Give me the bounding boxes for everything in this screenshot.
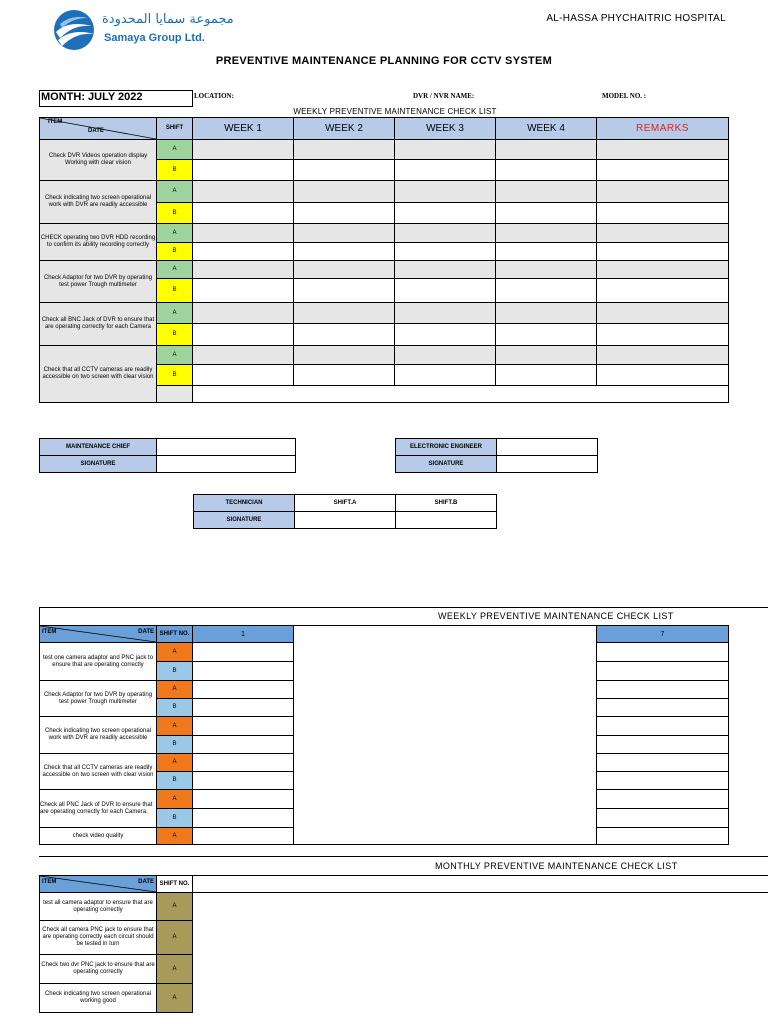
day-cell[interactable] <box>193 717 294 736</box>
date-header-label-3: DATE <box>138 879 154 885</box>
merged-days-area <box>294 626 597 845</box>
week-cell[interactable] <box>395 140 496 160</box>
page-title: PREVENTIVE MAINTENANCE PLANNING FOR CCTV SYSTEM <box>215 55 553 67</box>
technician-signature-b-field[interactable] <box>396 512 497 529</box>
remarks-cell[interactable] <box>597 160 729 181</box>
weekly-checklist-caption: WEEKLY PREVENTIVE MAINTENANCE CHECK LIST <box>293 107 497 116</box>
week-cell[interactable] <box>294 279 395 303</box>
checklist-item-2: Check indicating two screen operational work with DVR are readily accessible <box>40 717 157 754</box>
shift-b-cell: B <box>157 160 193 181</box>
week-cell[interactable] <box>193 160 294 181</box>
day-cell[interactable] <box>597 790 729 809</box>
day-cell[interactable] <box>193 790 294 809</box>
day-cell[interactable] <box>193 699 294 717</box>
day-cell[interactable] <box>193 643 294 662</box>
day-cell[interactable] <box>597 717 729 736</box>
remarks-cell[interactable] <box>597 365 729 386</box>
week-cell[interactable] <box>395 203 496 224</box>
technician-signature-label: SIGNATURE <box>194 512 295 529</box>
shift-a-cell-2: A <box>157 790 193 809</box>
monthly-item: Check indicating two screen operational working good <box>40 984 157 1013</box>
monthly-checklist-table <box>39 875 768 1013</box>
monthly-shift-a-cell: A <box>157 955 193 984</box>
week-cell[interactable] <box>294 224 395 243</box>
week-cell[interactable] <box>193 181 294 203</box>
logo-wave-icon <box>50 8 98 52</box>
dvr-name-label: DVR / NVR NAME: <box>413 92 475 100</box>
remarks-cell[interactable] <box>597 140 729 160</box>
shift-no-header-3: SHIFT NO. <box>157 876 193 893</box>
month-box <box>39 90 193 107</box>
engineer-signature-table <box>395 438 598 473</box>
date-header-label-2: DATE <box>138 629 154 635</box>
weekly-checklist-table <box>39 117 729 403</box>
shift-a-cell: A <box>157 181 193 203</box>
week-cell[interactable] <box>193 303 294 324</box>
remarks-cell[interactable] <box>597 224 729 243</box>
electronic-engineer-field[interactable] <box>497 439 598 456</box>
week-cell[interactable] <box>496 243 597 261</box>
week-cell[interactable] <box>395 346 496 365</box>
checklist-item-2: test one camera adaptor and PNC jack to ensure that are operating correctly <box>40 643 157 681</box>
item-header-label-2: ITEM <box>42 629 57 635</box>
week-cell[interactable] <box>193 243 294 261</box>
checklist-item: CHECK operating two DVR HDD recording to confirm its ability recording correctly <box>40 224 157 261</box>
week-cell[interactable] <box>193 261 294 279</box>
week-cell[interactable] <box>193 346 294 365</box>
day-cell[interactable] <box>193 809 294 828</box>
technician-label: TECHNICIAN <box>194 495 295 512</box>
shift-b-cell-2: B <box>157 699 193 717</box>
weekly-checklist-2-table <box>39 625 729 845</box>
item-date-header <box>40 118 157 140</box>
week-1-header: WEEK 1 <box>193 118 294 140</box>
technician-signature-table <box>193 494 497 529</box>
engineer-signature-field[interactable] <box>497 456 598 473</box>
shift-b-cell: B <box>157 243 193 261</box>
day-cell[interactable] <box>597 643 729 662</box>
checklist-item: Check indicating two screen operational work with DVR are readily accessible <box>40 181 157 224</box>
week-2-header: WEEK 2 <box>294 118 395 140</box>
shift-a-cell-2: A <box>157 681 193 699</box>
remarks-cell[interactable] <box>597 243 729 261</box>
day-cell[interactable] <box>193 662 294 681</box>
checklist-item: Check all BNC Jack of DVR to ensure that are operating correctly for each Camera <box>40 303 157 346</box>
day-7-header: 7 <box>597 626 729 643</box>
day-cell[interactable] <box>597 736 729 754</box>
checklist-item-2: Check that all CCTV cameras are readily accessible on two screen with clear vision <box>40 754 157 790</box>
week-cell[interactable] <box>193 279 294 303</box>
item-header-label-3: ITEM <box>42 879 57 885</box>
shift-b-cell: B <box>157 279 193 303</box>
monthly-item: Check two dvr PNC jack to ensure that are operating correctly <box>40 955 157 984</box>
remarks-header: REMARKS <box>597 118 729 140</box>
week-cell[interactable] <box>294 303 395 324</box>
week-cell[interactable] <box>496 140 597 160</box>
day-cell[interactable] <box>193 772 294 790</box>
monthly-entries-area[interactable] <box>193 893 768 1013</box>
shift-a-cell-2: A <box>157 717 193 736</box>
week-cell[interactable] <box>294 261 395 279</box>
checklist-item: Check DVR Videos operation display Working with clear vision <box>40 140 157 181</box>
shift-no-header-2: SHIFT NO. <box>157 626 193 643</box>
monthly-header-blank <box>193 876 768 893</box>
monthly-shift-a-cell: A <box>157 893 193 921</box>
remarks-cell[interactable] <box>597 181 729 203</box>
shift-a-cell: A <box>157 261 193 279</box>
week-cell[interactable] <box>294 346 395 365</box>
day-cell[interactable] <box>597 828 729 845</box>
week-cell[interactable] <box>395 160 496 181</box>
month-label: MONTH: JULY 2022 <box>41 91 143 103</box>
week-cell[interactable] <box>395 243 496 261</box>
logo-english-text: Samaya Group Ltd. <box>104 32 205 44</box>
week-cell[interactable] <box>496 324 597 346</box>
shift-a-cell: A <box>157 346 193 365</box>
maintenance-chief-field[interactable] <box>157 439 296 456</box>
week-cell[interactable] <box>294 140 395 160</box>
shift-header: SHIFT <box>157 118 193 140</box>
model-no-label: MODEL NO. : <box>602 92 647 100</box>
day-cell[interactable] <box>193 736 294 754</box>
week-cell[interactable] <box>294 324 395 346</box>
day-cell[interactable] <box>597 699 729 717</box>
week-cell[interactable] <box>193 324 294 346</box>
shift-b-cell-2: B <box>157 772 193 790</box>
logo-arabic-text: مجموعة سمايا المحدودة <box>102 12 234 27</box>
checklist-item-2: Check Adaptor for two DVR by operating test power Trough multimeter <box>40 681 157 717</box>
remarks-cell[interactable] <box>597 324 729 346</box>
week-3-header: WEEK 3 <box>395 118 496 140</box>
checklist-item: Check that all CCTV cameras are readily accessible on two screen with clear vision <box>40 346 157 403</box>
chief-signature-field[interactable] <box>157 456 296 473</box>
remarks-cell[interactable] <box>597 303 729 324</box>
monthly-divider <box>39 856 768 857</box>
date-header-label: DATE <box>88 128 104 134</box>
location-label: LOCATION: <box>194 92 234 100</box>
week-cell[interactable] <box>294 160 395 181</box>
chief-signature-table <box>39 438 296 473</box>
week-cell[interactable] <box>294 365 395 386</box>
item-header-label: ITEM <box>48 119 63 125</box>
shift-b-cell: B <box>157 203 193 224</box>
maintenance-chief-label: MAINTENANCE CHIEF <box>40 439 157 456</box>
shift-b-cell-2: B <box>157 736 193 754</box>
week-cell[interactable] <box>496 279 597 303</box>
shift-b-label: SHIFT.B <box>396 495 497 512</box>
week-cell[interactable] <box>496 181 597 203</box>
week-cell[interactable] <box>294 243 395 261</box>
checklist-item-2: Check all PNC Jack of DVR to ensure that are operating correctly for each Camera. <box>40 790 157 828</box>
remarks-cell[interactable] <box>597 279 729 303</box>
day-cell[interactable] <box>597 662 729 681</box>
day-cell[interactable] <box>597 809 729 828</box>
blank-row <box>193 386 729 403</box>
chief-signature-label: SIGNATURE <box>40 456 157 473</box>
week-4-header: WEEK 4 <box>496 118 597 140</box>
week-cell[interactable] <box>395 181 496 203</box>
remarks-cell[interactable] <box>597 203 729 224</box>
item-date-header-2 <box>40 626 157 643</box>
hospital-name: AL-HASSA PHYCHAITRIC HOSPITAL <box>546 13 726 24</box>
shift-a-cell: A <box>157 140 193 160</box>
shift-a-cell-2: A <box>157 643 193 662</box>
checklist-item-2: check video quality <box>40 828 157 845</box>
week-cell[interactable] <box>395 324 496 346</box>
monthly-item: Check all camera PNC jack to ensure that are operating correctly each circuit should be tested in turn <box>40 921 157 955</box>
monthly-item: test all camera adaptor to ensure that are operating correctly <box>40 893 157 921</box>
week-cell[interactable] <box>395 303 496 324</box>
shift-b-cell-2: B <box>157 809 193 828</box>
weekly-checklist-2-caption: WEEKLY PREVENTIVE MAINTENANCE CHECK LIST <box>438 611 674 621</box>
week-cell[interactable] <box>294 181 395 203</box>
day-cell[interactable] <box>193 681 294 699</box>
technician-signature-a-field[interactable] <box>295 512 396 529</box>
day-1-header: 1 <box>193 626 294 643</box>
week-cell[interactable] <box>193 224 294 243</box>
shift-a-cell-2: A <box>157 828 193 845</box>
week-cell[interactable] <box>193 140 294 160</box>
week-cell[interactable] <box>496 203 597 224</box>
item-date-header-3 <box>40 876 157 893</box>
shift-a-label: SHIFT.A <box>295 495 396 512</box>
engineer-signature-label: SIGNATURE <box>396 456 497 473</box>
shift-b-cell: B <box>157 365 193 386</box>
day-cell[interactable] <box>597 772 729 790</box>
company-logo <box>50 8 234 52</box>
day-cell[interactable] <box>597 681 729 699</box>
shift-b-cell-2: B <box>157 662 193 681</box>
electronic-engineer-label: ELECTRONIC ENGINEER <box>396 439 497 456</box>
blank-cell <box>157 386 193 403</box>
week-cell[interactable] <box>193 365 294 386</box>
week-cell[interactable] <box>193 203 294 224</box>
week-cell[interactable] <box>294 203 395 224</box>
week-cell[interactable] <box>395 365 496 386</box>
week-cell[interactable] <box>496 365 597 386</box>
shift-a-cell: A <box>157 224 193 243</box>
monthly-shift-a-cell: A <box>157 984 193 1013</box>
week-cell[interactable] <box>496 261 597 279</box>
remarks-cell[interactable] <box>597 346 729 365</box>
monthly-shift-a-cell: A <box>157 921 193 955</box>
week-cell[interactable] <box>496 346 597 365</box>
checklist-item: Check Adaptor for two DVR by operating test power Trough multimeter <box>40 261 157 303</box>
week-cell[interactable] <box>395 224 496 243</box>
week-cell[interactable] <box>496 160 597 181</box>
day-cell[interactable] <box>193 828 294 845</box>
day-cell[interactable] <box>193 754 294 772</box>
week-cell[interactable] <box>496 303 597 324</box>
day-cell[interactable] <box>597 754 729 772</box>
shift-a-cell: A <box>157 303 193 324</box>
monthly-checklist-caption: MONTHLY PREVENTIVE MAINTENANCE CHECK LIST <box>435 861 678 871</box>
remarks-cell[interactable] <box>597 261 729 279</box>
shift-b-cell: B <box>157 324 193 346</box>
week-cell[interactable] <box>496 224 597 243</box>
week-cell[interactable] <box>395 261 496 279</box>
shift-a-cell-2: A <box>157 754 193 772</box>
week-cell[interactable] <box>395 279 496 303</box>
